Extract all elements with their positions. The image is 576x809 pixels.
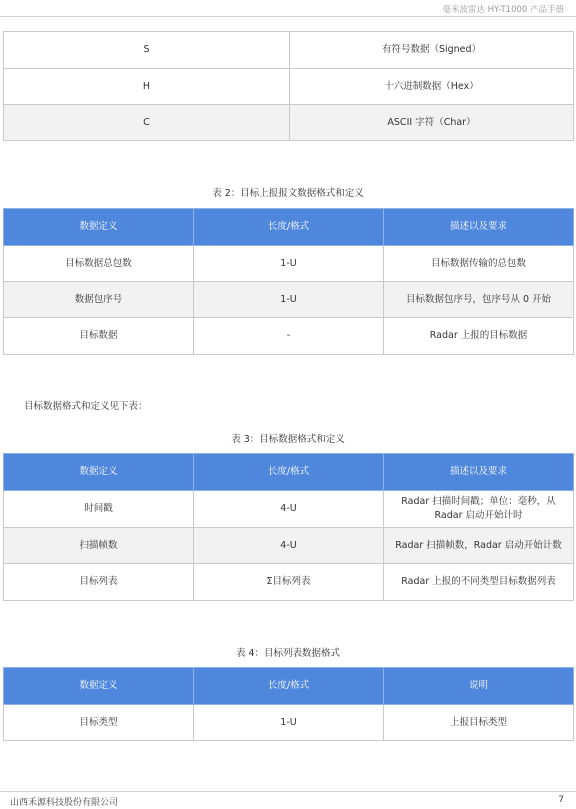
- table-cell: 目标数据总包数: [4, 246, 194, 282]
- format-code-table: [3, 31, 574, 141]
- table-row: [4, 69, 574, 105]
- column-header: 数据定义: [4, 209, 194, 246]
- table-caption: 表 4：目标列表数据格式: [235, 648, 341, 659]
- table-header-row: [4, 209, 574, 246]
- table-cell: 有符号数据（Signed）: [290, 32, 574, 69]
- column-header: 长度/格式: [194, 668, 384, 705]
- table-cell: H: [4, 69, 290, 105]
- table-cell: Σ目标列表: [194, 564, 384, 601]
- table-cell: C: [4, 105, 290, 141]
- column-header: 数据定义: [4, 454, 194, 491]
- target-report-table: [3, 208, 574, 355]
- column-header: 长度/格式: [194, 209, 384, 246]
- header-rule: [0, 16, 576, 17]
- footer-company: 山西禾源科技股份有限公司: [10, 798, 119, 808]
- table-cell: 数据包序号: [4, 282, 194, 318]
- table-row: [4, 282, 574, 318]
- table-row: [4, 705, 574, 741]
- column-header: 长度/格式: [194, 454, 384, 491]
- target-list-table: [3, 667, 574, 741]
- footer-rule: [0, 791, 576, 792]
- table-cell: 4-U: [194, 491, 384, 528]
- page-number: 7: [558, 795, 564, 805]
- table-cell: 1-U: [194, 705, 384, 741]
- target-data-table: [3, 453, 574, 601]
- table-row: [4, 528, 574, 564]
- table-cell: -: [194, 318, 384, 355]
- table-cell: Radar 上报的目标数据: [384, 318, 574, 355]
- column-header: 描述以及要求: [384, 209, 574, 246]
- table-cell: 1-U: [194, 282, 384, 318]
- table-cell: Radar 上报的不同类型目标数据列表: [384, 564, 574, 601]
- table-row: [4, 564, 574, 601]
- table-cell: 扫描帧数: [4, 528, 194, 564]
- column-header: 数据定义: [4, 668, 194, 705]
- table-cell: 十六进制数据（Hex）: [290, 69, 574, 105]
- table-header-row: [4, 668, 574, 705]
- table-cell: ASCII 字符（Char）: [290, 105, 574, 141]
- table-cell: 时间戳: [4, 491, 194, 528]
- table-cell: 1-U: [194, 246, 384, 282]
- table-cell: Radar 扫描帧数，Radar 启动开始计数: [384, 528, 574, 564]
- table-caption: 表 3：目标数据格式和定义: [231, 434, 345, 445]
- table-cell: 目标类型: [4, 705, 194, 741]
- table-row: [4, 105, 574, 141]
- table-cell: 目标列表: [4, 564, 194, 601]
- table-row: [4, 318, 574, 355]
- table-header-row: [4, 454, 574, 491]
- table-cell: 4-U: [194, 528, 384, 564]
- table-cell: 目标数据传输的总包数: [384, 246, 574, 282]
- header-title: 毫米波雷达 HY-T1000 产品手册: [442, 5, 564, 15]
- table-cell: 上报目标类型: [384, 705, 574, 741]
- table-row: [4, 32, 574, 69]
- table-cell: 目标数据: [4, 318, 194, 355]
- body-paragraph: 目标数据格式和定义见下表：: [24, 401, 148, 412]
- table-row: [4, 246, 574, 282]
- table-caption: 表 2：目标上报报文数据格式和定义: [212, 188, 364, 199]
- table-cell: S: [4, 32, 290, 69]
- table-cell: Radar 扫描时间戳；单位：毫秒，从 Radar 启动开始计时: [384, 491, 574, 528]
- table-cell: 目标数据包序号，包序号从 0 开始: [384, 282, 574, 318]
- table-row: [4, 491, 574, 528]
- column-header: 描述以及要求: [384, 454, 574, 491]
- column-header: 说明: [384, 668, 574, 705]
